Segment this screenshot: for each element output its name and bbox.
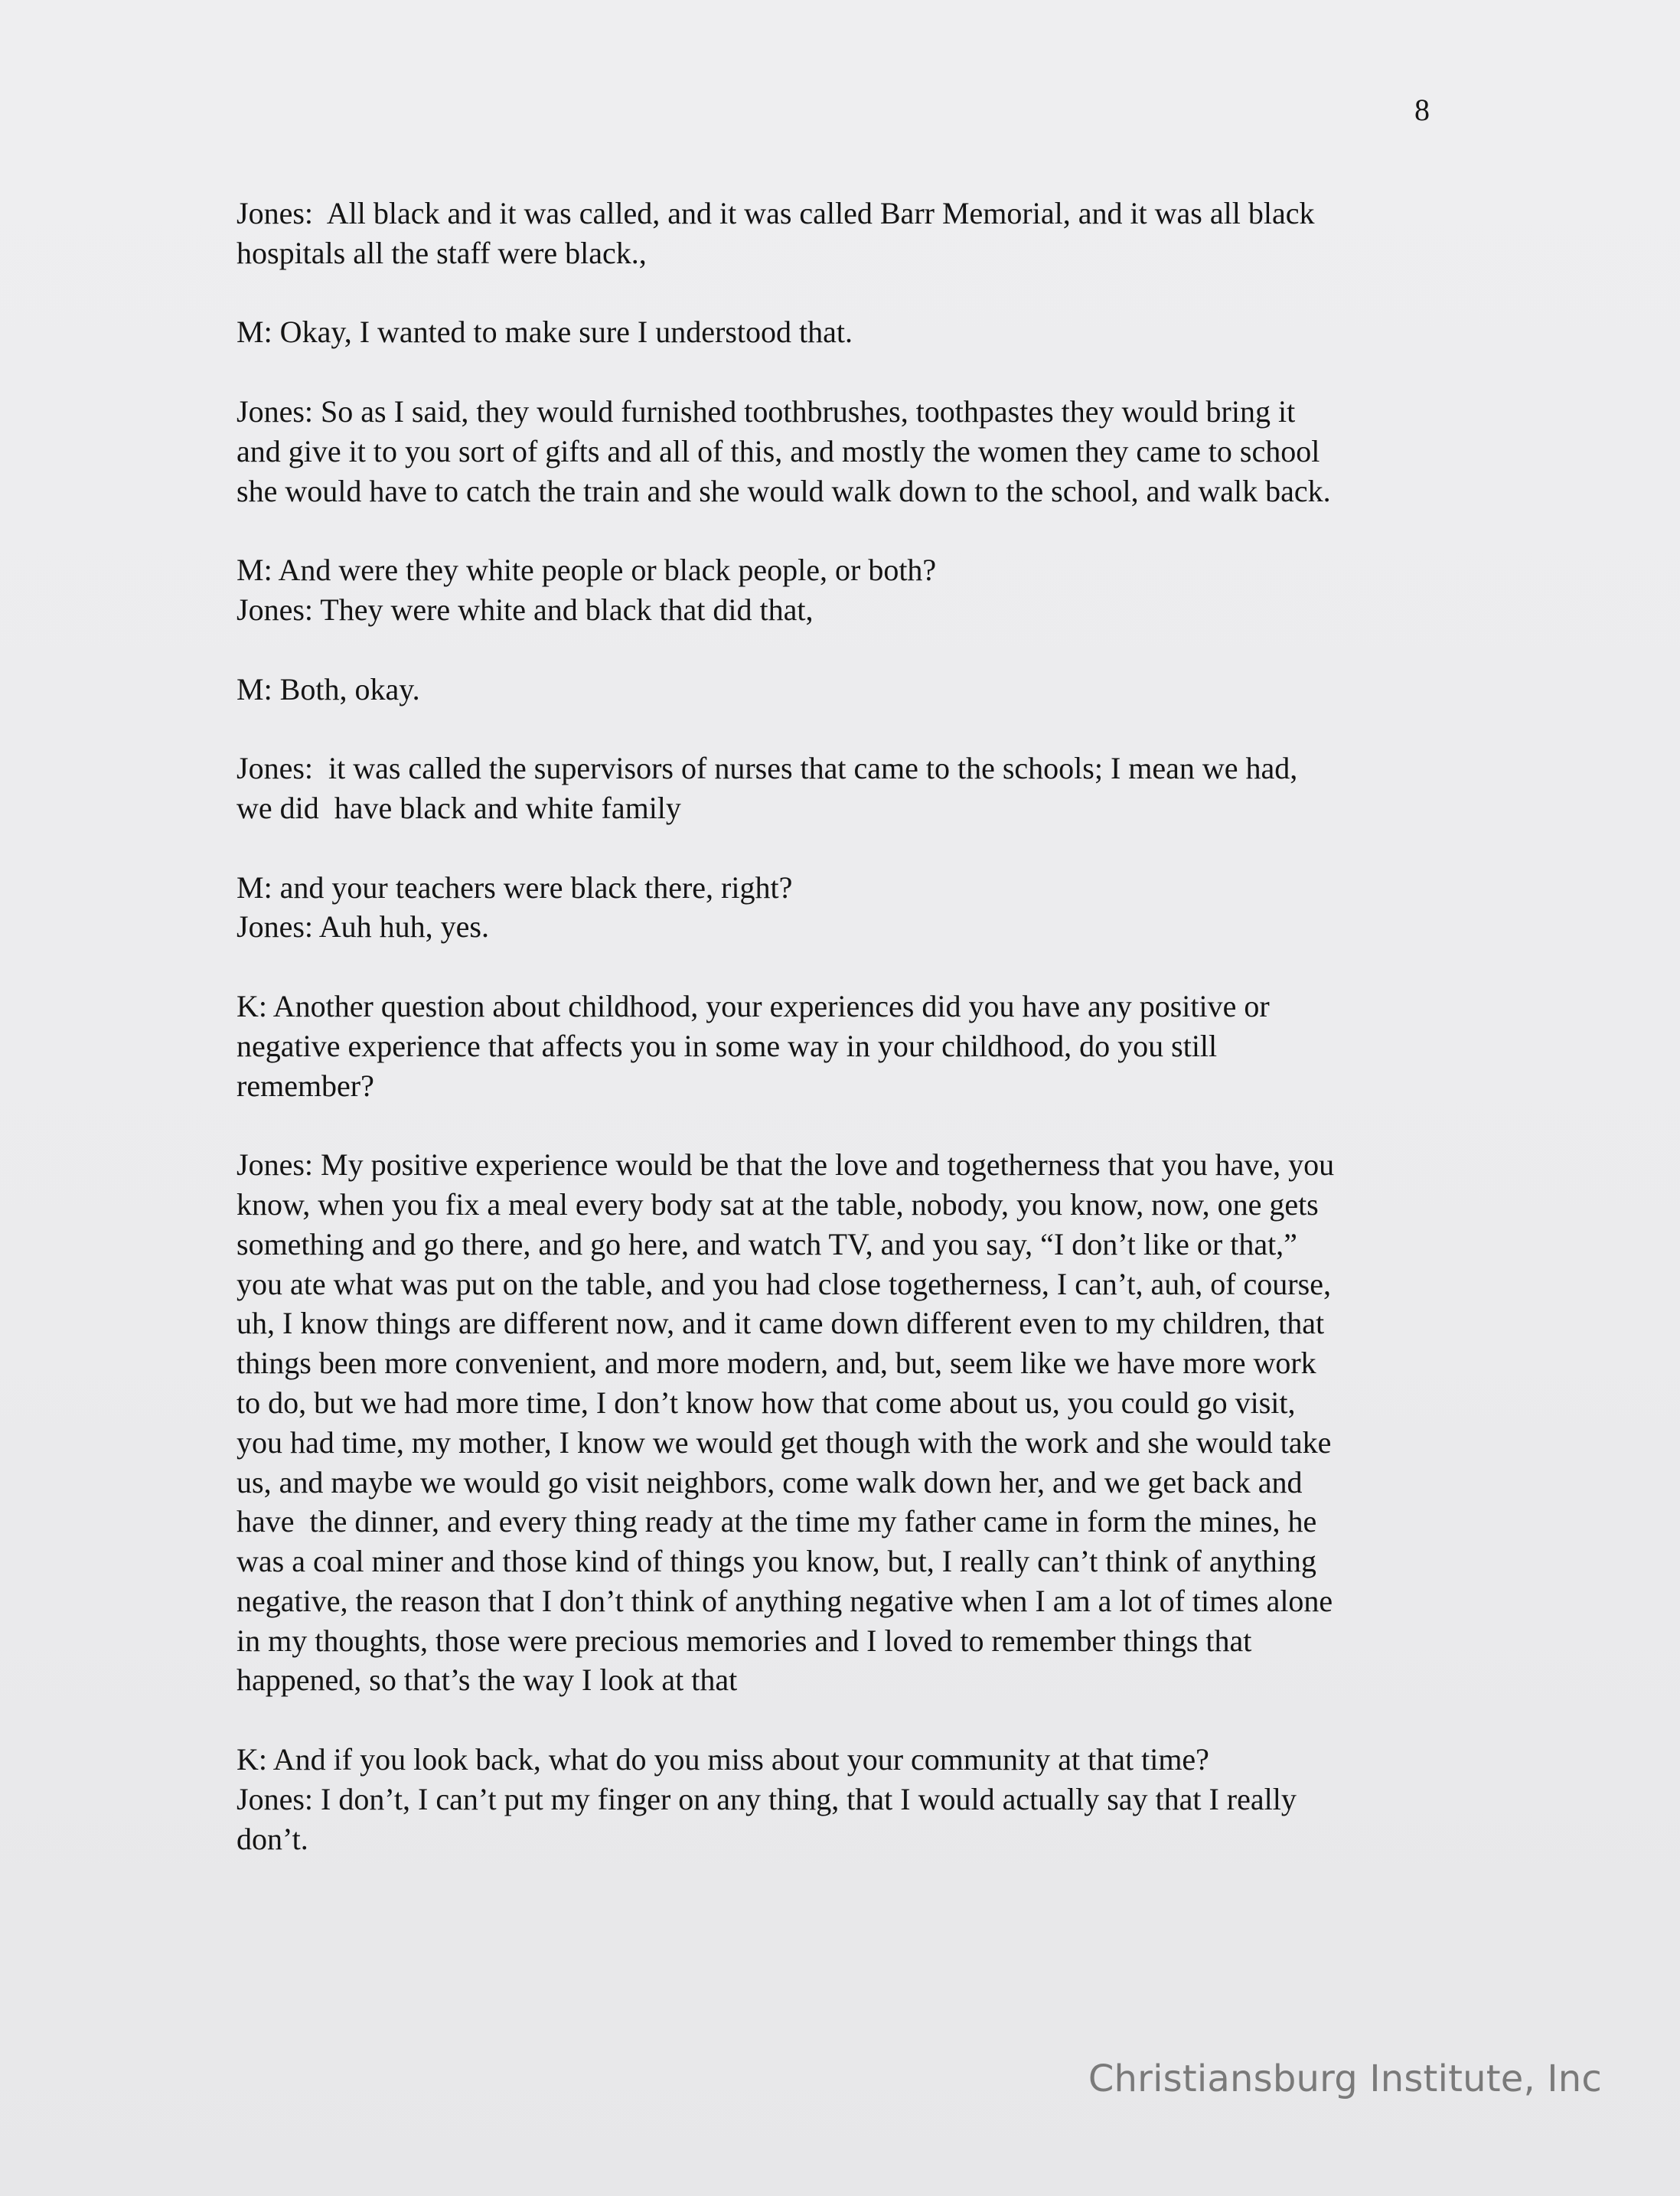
paragraph-gap <box>237 273 1446 313</box>
transcript-line: things been more convenient, and more modern, and, but, seem like we have more work <box>237 1346 1316 1381</box>
paragraph-gap <box>237 352 1446 392</box>
paragraph-gap <box>237 709 1446 749</box>
transcript-line: to do, but we had more time, I don’t know how that come about us, you could go visit, <box>237 1385 1296 1420</box>
paragraph-gap <box>237 828 1446 868</box>
transcript-line: Jones: So as I said, they would furnished toothbrushes, toothpastes they would bring it <box>237 393 1296 429</box>
transcript-line: in my thoughts, those were precious memories and I loved to remember things that <box>237 1623 1252 1658</box>
transcript-line: know, when you fix a meal every body sat at the table, nobody, you know, now, one gets <box>237 1186 1319 1222</box>
transcript-line: you had time, my mother, I know we would get though with the work and she would take <box>237 1424 1332 1460</box>
transcript-line: have the dinner, and every thing ready at the time my father came in form the mines, he <box>237 1504 1317 1539</box>
transcript-line: us, and maybe we would go visit neighbors, come walk down her, and we get back and <box>237 1464 1303 1499</box>
transcript-line: she would have to catch the train and she would walk down to the school, and walk back. <box>237 473 1331 508</box>
paragraph-gap <box>237 1700 1446 1740</box>
page-number: 8 <box>1414 93 1430 127</box>
transcript-line: K: And if you look back, what do you miss about your community at that time? <box>237 1742 1209 1777</box>
watermark: Christiansburg Institute, Inc <box>1088 2057 1602 2100</box>
transcript-line: M: Both, okay. <box>237 671 420 706</box>
transcript-line: Jones: They were white and black that did that, <box>237 592 814 627</box>
transcript-line: you ate what was put on the table, and you had close togetherness, I can’t, auh, of course, <box>237 1266 1331 1301</box>
transcript-line: happened, so that’s the way I look at that <box>237 1662 738 1698</box>
transcript-line: don’t. <box>237 1821 308 1856</box>
transcript-line: M: Okay, I wanted to make sure I understood that. <box>237 315 853 350</box>
transcript-line: uh, I know things are different now, and it came down different even to my children, that <box>237 1306 1325 1341</box>
transcript-line: we did have black and white family <box>237 790 681 825</box>
transcript-line: negative, the reason that I don’t think of anything negative when I am a lot of times alone <box>237 1583 1333 1618</box>
transcript-line: hospitals all the staff were black., <box>237 235 647 270</box>
transcript-line: and give it to you sort of gifts and all of this, and mostly the women they came to school <box>237 433 1320 468</box>
paragraph-gap <box>237 511 1446 550</box>
transcript-line: Jones: I don’t, I can’t put my finger on any thing, that I would actually say that I really <box>237 1781 1297 1816</box>
transcript-line: Jones: All black and it was called, and it was called Barr Memorial, and it was all black <box>237 196 1315 230</box>
transcript-line: M: and your teachers were black there, right? <box>237 870 793 905</box>
paragraph-gap <box>237 1105 1446 1145</box>
transcript-line: Jones: it was called the supervisors of nurses that came to the schools; I mean we had, <box>237 751 1298 786</box>
transcript-line: M: And were they white people or black people, or both? <box>237 553 937 588</box>
transcript-line: was a coal miner and those kind of things you know, but, I really can’t think of anything <box>237 1544 1316 1579</box>
transcript-line: Jones: Auh huh, yes. <box>237 909 489 945</box>
transcript-line: remember? <box>237 1068 374 1103</box>
paragraph-gap <box>237 947 1446 987</box>
transcript-body <box>237 194 1446 1858</box>
transcript-line: K: Another question about childhood, your experiences did you have any positive or <box>237 988 1270 1023</box>
paragraph-gap <box>237 630 1446 670</box>
transcript-line: negative experience that affects you in some way in your childhood, do you still <box>237 1028 1218 1063</box>
transcript-line: something and go there, and go here, and watch TV, and you say, “I don’t like or that,” <box>237 1226 1297 1261</box>
transcript-line: Jones: My positive experience would be that the love and togetherness that you have, you <box>237 1147 1335 1183</box>
